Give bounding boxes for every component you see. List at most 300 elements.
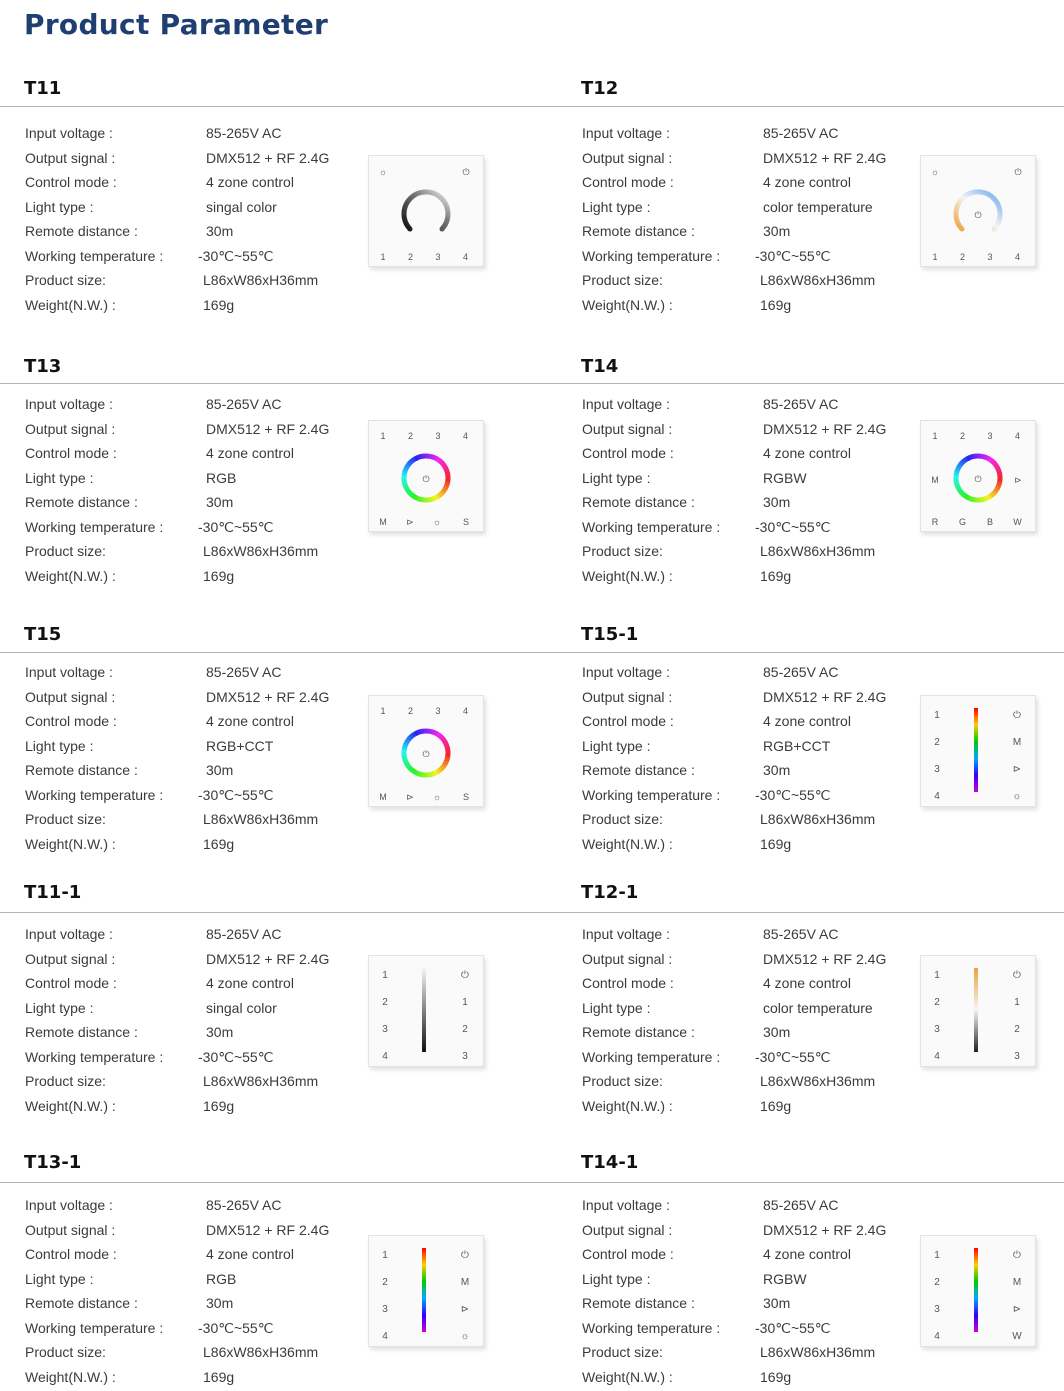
power-icon: ⏻: [1013, 1250, 1021, 1261]
spec-label: Control mode :: [25, 174, 117, 190]
spec-value: L86xW86xH36mm: [760, 272, 876, 288]
spec-row: [25, 146, 365, 171]
spec-label: Remote distance :: [25, 494, 138, 510]
spec-value: 85-265V AC: [206, 396, 282, 412]
spec-value: 85-265V AC: [763, 664, 839, 680]
spec-row: [582, 417, 922, 442]
spec-table: [25, 1193, 365, 1389]
spec-label: Control mode :: [25, 713, 117, 729]
spec-value: L86xW86xH36mm: [203, 1073, 319, 1089]
spec-value: color temperature: [763, 999, 873, 1016]
scene-label: S: [462, 792, 470, 802]
spec-label: Remote distance :: [582, 1024, 695, 1040]
product-model-title: T11-1: [24, 882, 82, 903]
spec-label: Input voltage :: [582, 926, 670, 942]
spec-label: Output signal :: [25, 688, 116, 705]
spec-row: [582, 1242, 922, 1267]
spec-row: [25, 1069, 365, 1094]
spec-row: [25, 832, 365, 857]
zone-label: 4: [934, 1331, 940, 1342]
spec-row: [25, 195, 365, 220]
touch-panel-image: [368, 420, 484, 532]
spec-value: 169g: [760, 1097, 792, 1114]
spec-row: [582, 1193, 922, 1218]
spec-value: DMX512 + RF 2.4G: [206, 149, 330, 166]
spec-row: [25, 660, 365, 685]
spec-label: Working temperature :: [582, 1048, 721, 1065]
spec-label: Working temperature :: [25, 247, 164, 264]
spec-label: Working temperature :: [582, 247, 721, 264]
spec-label: Remote distance :: [582, 223, 695, 239]
zone-label: 3: [1014, 1051, 1020, 1062]
zone-label: 1: [382, 1250, 388, 1261]
spec-row: [25, 996, 365, 1021]
dimmer-ring: [404, 192, 448, 229]
product-model-title: T14: [581, 356, 619, 377]
spec-row: [582, 1020, 922, 1045]
spec-label: Control mode :: [25, 975, 117, 991]
spec-row: [582, 922, 922, 947]
product-model-title: T14-1: [581, 1152, 639, 1173]
spec-label: Weight(N.W.) :: [25, 296, 116, 313]
spec-label: Light type :: [25, 469, 94, 486]
spec-row: [25, 783, 365, 808]
power-icon: ⏻: [1013, 710, 1021, 721]
spec-label: Working temperature :: [582, 1319, 721, 1336]
spec-row: [582, 268, 922, 293]
zone-label: 2: [934, 1277, 940, 1288]
zone-label: 3: [382, 1024, 388, 1035]
spec-label: Working temperature :: [25, 518, 164, 535]
power-icon: ⏻: [461, 1250, 469, 1261]
spec-row: [25, 170, 365, 195]
spec-label: Input voltage :: [25, 396, 113, 412]
spec-value: 30m: [763, 223, 791, 239]
spec-label: Light type :: [25, 1270, 94, 1287]
spec-row: [25, 1045, 365, 1070]
spec-row: [582, 1365, 922, 1390]
spec-value: 85-265V AC: [763, 396, 839, 412]
spec-row: [582, 564, 922, 589]
power-icon: ⏻: [422, 749, 430, 759]
spec-value: 30m: [763, 1024, 791, 1040]
spec-value: 30m: [206, 762, 234, 778]
spec-value: DMX512 + RF 2.4G: [206, 688, 330, 705]
zone-label: 4: [1014, 252, 1021, 262]
spec-table: [582, 1193, 922, 1389]
power-icon: ⏻: [974, 474, 982, 484]
spec-label: Product size:: [582, 272, 663, 288]
spec-row: [582, 170, 922, 195]
slider-bar: [974, 968, 978, 1052]
zone-label: 3: [934, 1304, 940, 1315]
spec-row: [25, 392, 365, 417]
mode-label: M: [379, 792, 387, 802]
spec-row: [25, 1020, 365, 1045]
zone-label: 3: [462, 1051, 468, 1062]
spec-row: [582, 392, 922, 417]
zone-label: 4: [382, 1051, 388, 1062]
spec-value: 85-265V AC: [206, 664, 282, 680]
spec-row: [25, 219, 365, 244]
slider-bar: [422, 1248, 426, 1332]
bright-icon: ☼: [378, 167, 388, 177]
spec-row: [582, 146, 922, 171]
touch-panel-image: [920, 695, 1036, 807]
spec-row: [25, 922, 365, 947]
spec-value: DMX512 + RF 2.4G: [763, 420, 887, 437]
spec-table: [25, 121, 365, 317]
spec-value: RGBW: [763, 469, 807, 486]
zone-label: 3: [382, 1304, 388, 1315]
spec-row: [582, 758, 922, 783]
bright-icon: ☼: [930, 167, 940, 177]
speed-icon: ⊳: [1012, 764, 1022, 775]
zone-label: 4: [382, 1331, 388, 1342]
spec-row: [582, 1218, 922, 1243]
spec-label: Working temperature :: [582, 518, 721, 535]
spec-value: 4 zone control: [763, 174, 851, 190]
spec-value: 4 zone control: [763, 445, 851, 461]
speed-icon: ⊳: [1014, 475, 1022, 485]
color-channel-label: W: [1013, 517, 1022, 527]
spec-row: [25, 244, 365, 269]
spec-row: [582, 490, 922, 515]
spec-row: [582, 1069, 922, 1094]
spec-label: Product size:: [25, 1073, 106, 1089]
bright-icon: ☼: [432, 517, 442, 527]
zone-label: 2: [462, 1024, 468, 1035]
spec-value: singal color: [206, 198, 277, 215]
spec-row: [25, 466, 365, 491]
spec-label: Remote distance :: [25, 223, 138, 239]
spec-value: 85-265V AC: [206, 1197, 282, 1213]
zone-label: 3: [435, 431, 441, 441]
bright-icon: ☼: [1012, 791, 1022, 802]
spec-table: [582, 121, 922, 317]
spec-label: Product size:: [25, 543, 106, 559]
spec-label: Weight(N.W.) :: [582, 1097, 673, 1114]
speed-icon: ⊳: [406, 792, 414, 802]
spec-value: -30℃~55℃: [755, 1319, 831, 1336]
touch-panel-image: [920, 155, 1036, 267]
spec-label: Output signal :: [582, 950, 673, 967]
product-model-title: T15: [24, 624, 62, 645]
spec-label: Product size:: [25, 272, 106, 288]
zone-label: 2: [959, 431, 966, 441]
spec-value: -30℃~55℃: [755, 518, 831, 535]
spec-row: [582, 1094, 922, 1119]
spec-table: [25, 392, 365, 588]
spec-label: Remote distance :: [25, 1295, 138, 1311]
spec-row: [25, 1316, 365, 1341]
spec-label: Weight(N.W.) :: [25, 835, 116, 852]
spec-value: 30m: [206, 494, 234, 510]
power-icon: ⏻: [974, 210, 982, 220]
spec-value: 4 zone control: [206, 975, 294, 991]
touch-panel-image: [368, 955, 484, 1067]
spec-label: Remote distance :: [582, 1295, 695, 1311]
spec-value: RGBW: [763, 1270, 807, 1287]
spec-value: 85-265V AC: [763, 926, 839, 942]
zone-label: 1: [382, 970, 388, 981]
spec-value: RGB: [206, 1270, 237, 1287]
spec-value: 169g: [203, 296, 235, 313]
spec-label: Control mode :: [582, 1246, 674, 1262]
spec-value: 4 zone control: [206, 445, 294, 461]
product-model-title: T15-1: [581, 624, 639, 645]
spec-label: Product size:: [582, 1344, 663, 1360]
spec-value: L86xW86xH36mm: [760, 1344, 876, 1360]
spec-label: Weight(N.W.) :: [582, 296, 673, 313]
spec-value: 30m: [763, 1295, 791, 1311]
spec-row: [582, 832, 922, 857]
zone-label: 1: [934, 970, 940, 981]
spec-row: [582, 996, 922, 1021]
spec-label: Light type :: [582, 1270, 651, 1287]
product-model-title: T13: [24, 356, 62, 377]
spec-label: Weight(N.W.) :: [25, 1097, 116, 1114]
slider-bar: [974, 1248, 978, 1332]
zone-label: 1: [380, 252, 386, 262]
zone-label: 4: [462, 431, 469, 441]
spec-label: Output signal :: [25, 950, 116, 967]
spec-value: DMX512 + RF 2.4G: [763, 688, 887, 705]
spec-row: [25, 1365, 365, 1390]
spec-row: [25, 947, 365, 972]
mode-label: M: [1012, 1277, 1022, 1288]
touch-panel-image: [368, 695, 484, 807]
zone-label: 3: [934, 1024, 940, 1035]
spec-value: 4 zone control: [206, 174, 294, 190]
spec-label: Output signal :: [582, 149, 673, 166]
spec-value: L86xW86xH36mm: [760, 543, 876, 559]
spec-label: Remote distance :: [582, 494, 695, 510]
spec-row: [582, 1340, 922, 1365]
spec-label: Control mode :: [25, 1246, 117, 1262]
spec-row: [25, 1218, 365, 1243]
zone-label: 1: [932, 431, 938, 441]
spec-row: [582, 734, 922, 759]
spec-label: Weight(N.W.) :: [582, 567, 673, 584]
power-icon: ⏻: [422, 474, 430, 484]
spec-label: Input voltage :: [25, 664, 113, 680]
product-model-title: T12-1: [581, 882, 639, 903]
spec-label: Input voltage :: [25, 1197, 113, 1213]
spec-value: RGB+CCT: [206, 737, 274, 754]
spec-value: 85-265V AC: [206, 926, 282, 942]
spec-label: Light type :: [25, 737, 94, 754]
spec-row: [582, 709, 922, 734]
spec-row: [582, 660, 922, 685]
spec-label: Control mode :: [582, 975, 674, 991]
spec-label: Weight(N.W.) :: [582, 835, 673, 852]
page-title: Product Parameter: [24, 8, 329, 41]
spec-table: [582, 660, 922, 856]
spec-value: 85-265V AC: [763, 125, 839, 141]
zone-label: 1: [380, 706, 386, 716]
spec-row: [25, 1267, 365, 1292]
spec-row: [25, 971, 365, 996]
spec-row: [582, 219, 922, 244]
power-icon: ⏻: [461, 970, 469, 981]
spec-row: [25, 1094, 365, 1119]
zone-label: 3: [987, 252, 993, 262]
spec-row: [582, 244, 922, 269]
spec-label: Weight(N.W.) :: [582, 1368, 673, 1385]
spec-row: [25, 807, 365, 832]
spec-value: DMX512 + RF 2.4G: [206, 1221, 330, 1238]
spec-value: 4 zone control: [206, 713, 294, 729]
spec-label: Weight(N.W.) :: [25, 567, 116, 584]
speed-icon: ⊳: [406, 517, 414, 527]
spec-label: Remote distance :: [25, 1024, 138, 1040]
touch-panel-image: [920, 420, 1036, 532]
spec-label: Product size:: [25, 811, 106, 827]
spec-label: Remote distance :: [582, 762, 695, 778]
power-icon: ⏻: [462, 167, 470, 177]
spec-value: -30℃~55℃: [198, 786, 274, 803]
spec-value: L86xW86xH36mm: [760, 811, 876, 827]
spec-row: [582, 947, 922, 972]
zone-label: 2: [934, 997, 940, 1008]
spec-row: [25, 709, 365, 734]
spec-label: Working temperature :: [582, 786, 721, 803]
spec-label: Product size:: [582, 1073, 663, 1089]
speed-icon: ⊳: [460, 1304, 470, 1315]
spec-value: -30℃~55℃: [198, 247, 274, 264]
spec-label: Output signal :: [25, 149, 116, 166]
spec-value: 30m: [763, 762, 791, 778]
spec-row: [25, 490, 365, 515]
mode-label: M: [379, 517, 387, 527]
spec-value: RGB: [206, 469, 237, 486]
power-icon: ⏻: [1013, 970, 1021, 981]
spec-row: [25, 417, 365, 442]
spec-value: -30℃~55℃: [198, 1319, 274, 1336]
spec-label: Output signal :: [582, 420, 673, 437]
spec-table: [582, 922, 922, 1118]
spec-row: [582, 685, 922, 710]
spec-table: [582, 392, 922, 588]
spec-row: [582, 441, 922, 466]
section-divider: [0, 383, 1064, 384]
product-model-title: T12: [581, 78, 619, 99]
zone-label: 2: [407, 431, 414, 441]
spec-row: [25, 1193, 365, 1218]
spec-value: DMX512 + RF 2.4G: [206, 950, 330, 967]
spec-label: Control mode :: [582, 713, 674, 729]
spec-value: color temperature: [763, 198, 873, 215]
spec-row: [25, 293, 365, 318]
spec-label: Light type :: [582, 198, 651, 215]
speed-icon: ⊳: [1012, 1304, 1022, 1315]
spec-value: 30m: [206, 1295, 234, 1311]
spec-value: 30m: [206, 1024, 234, 1040]
slider-bar: [974, 708, 978, 792]
spec-label: Control mode :: [582, 174, 674, 190]
spec-row: [25, 268, 365, 293]
spec-label: Control mode :: [582, 445, 674, 461]
spec-value: 169g: [760, 1368, 792, 1385]
spec-label: Output signal :: [582, 688, 673, 705]
spec-row: [25, 441, 365, 466]
spec-value: 4 zone control: [763, 975, 851, 991]
spec-value: 169g: [203, 1097, 235, 1114]
spec-label: Light type :: [582, 999, 651, 1016]
spec-value: L86xW86xH36mm: [203, 811, 319, 827]
spec-value: 169g: [203, 1368, 235, 1385]
spec-value: -30℃~55℃: [198, 1048, 274, 1065]
spec-label: Input voltage :: [582, 664, 670, 680]
spec-label: Input voltage :: [25, 926, 113, 942]
spec-row: [582, 1267, 922, 1292]
spec-row: [25, 539, 365, 564]
spec-value: 30m: [206, 223, 234, 239]
touch-panel-image: [920, 955, 1036, 1067]
zone-label: 1: [932, 252, 938, 262]
zone-label: 4: [1014, 431, 1021, 441]
spec-value: 169g: [760, 296, 792, 313]
zone-label: 1: [934, 710, 940, 721]
spec-value: 4 zone control: [763, 1246, 851, 1262]
zone-label: 3: [435, 252, 441, 262]
zone-label: 2: [407, 706, 414, 716]
color-channel-label: G: [958, 517, 967, 527]
spec-row: [25, 758, 365, 783]
spec-label: Input voltage :: [25, 125, 113, 141]
spec-row: [25, 515, 365, 540]
touch-panel-image: [920, 1235, 1036, 1347]
spec-value: RGB+CCT: [763, 737, 831, 754]
spec-label: Output signal :: [25, 420, 116, 437]
zone-label: 2: [934, 737, 940, 748]
zone-label: 1: [462, 997, 468, 1008]
spec-row: [582, 195, 922, 220]
spec-label: Weight(N.W.) :: [25, 1368, 116, 1385]
spec-label: Light type :: [25, 198, 94, 215]
zone-label: 4: [934, 1051, 940, 1062]
spec-value: 4 zone control: [206, 1246, 294, 1262]
zone-label: 1: [934, 1250, 940, 1261]
zone-label: 2: [382, 997, 388, 1008]
spec-value: L86xW86xH36mm: [203, 1344, 319, 1360]
spec-label: Control mode :: [25, 445, 117, 461]
zone-label: 4: [462, 706, 469, 716]
zone-label: 1: [1014, 997, 1020, 1008]
spec-label: Working temperature :: [25, 786, 164, 803]
spec-row: [582, 1316, 922, 1341]
mode-label: M: [1012, 737, 1022, 748]
zone-label: 4: [462, 252, 469, 262]
spec-value: DMX512 + RF 2.4G: [206, 420, 330, 437]
spec-row: [25, 1242, 365, 1267]
zone-label: 2: [959, 252, 966, 262]
spec-row: [582, 466, 922, 491]
zone-label: 2: [407, 252, 414, 262]
spec-row: [582, 515, 922, 540]
zone-label: 2: [382, 1277, 388, 1288]
bright-icon: ☼: [460, 1331, 470, 1342]
spec-table: [25, 922, 365, 1118]
spec-value: -30℃~55℃: [198, 518, 274, 535]
spec-value: L86xW86xH36mm: [760, 1073, 876, 1089]
section-divider: [0, 652, 1064, 653]
color-channel-label: R: [931, 517, 939, 527]
spec-value: L86xW86xH36mm: [203, 543, 319, 559]
spec-label: Light type :: [582, 737, 651, 754]
spec-label: Working temperature :: [25, 1319, 164, 1336]
